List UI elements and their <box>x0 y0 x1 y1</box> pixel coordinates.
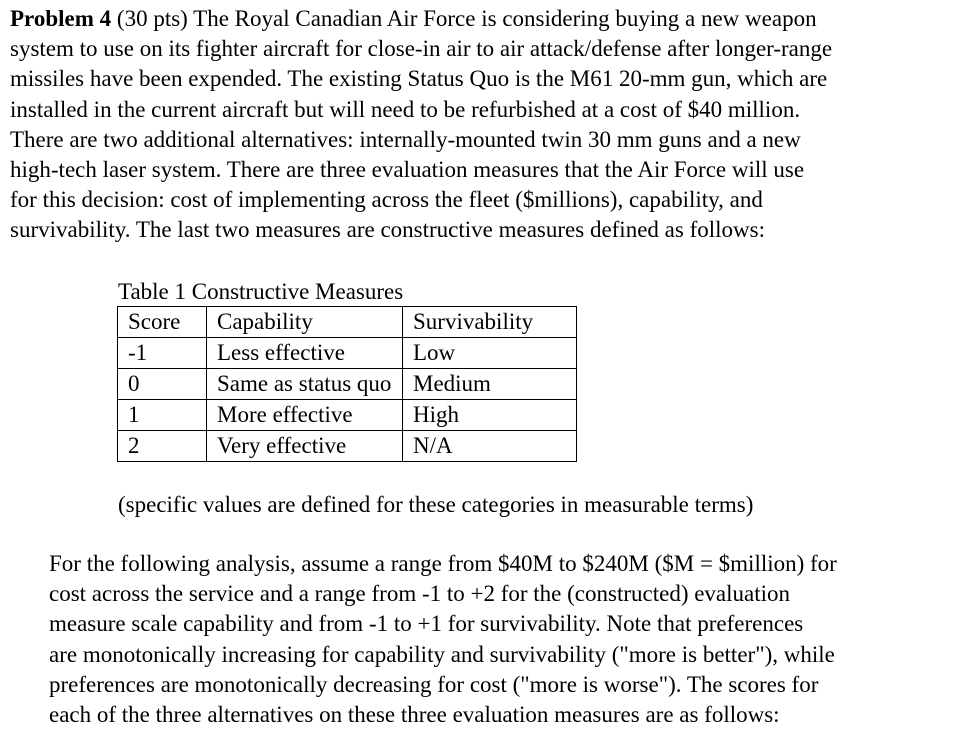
score-cell: 2 <box>118 431 207 462</box>
table-row <box>118 431 577 462</box>
capability-cell: Less effective <box>207 338 403 369</box>
header-capability: Capability <box>207 307 403 338</box>
survivability-cell: N/A <box>403 431 577 462</box>
survivability-cell: Low <box>403 338 577 369</box>
table-row <box>118 400 577 431</box>
intro-line: The Royal Canadian Air Force is considering buying a new weapon <box>187 6 817 31</box>
table-row <box>118 369 577 400</box>
problem-statement <box>10 4 945 246</box>
table-note: (specific values are defined for these categories in measurable terms) <box>118 492 754 517</box>
problem-label: Problem 4 <box>10 6 112 31</box>
table-caption: Table 1 Constructive Measures <box>118 279 404 304</box>
score-cell: -1 <box>118 338 207 369</box>
analysis-line: cost across the service and a range from -1 to +2 for the (constructed) evaluation <box>49 581 791 607</box>
capability-cell: Same as status quo <box>207 369 403 400</box>
intro-line: installed in the current aircraft but will need to be refurbished at a cost of $40 million. <box>10 96 801 122</box>
table-row <box>118 338 577 369</box>
survivability-cell: Medium <box>403 369 577 400</box>
analysis-paragraph <box>49 549 944 730</box>
analysis-line: are monotonically increasing for capability and survivability ("more is better"), while <box>49 641 835 667</box>
analysis-line: measure scale capability and from -1 to +1 for survivability. Note that preferences <box>49 611 804 637</box>
intro-line: survivability. The last two measures are constructive measures defined as follows: <box>10 217 765 243</box>
intro-line: system to use on its fighter aircraft for close-in air to air attack/defense after longer-range <box>10 36 833 62</box>
analysis-line: preferences are monotonically decreasing for cost ("more is worse"). The scores for <box>49 671 819 697</box>
score-cell: 0 <box>118 369 207 400</box>
capability-cell: Very effective <box>207 431 403 462</box>
problem-points: (30 pts) <box>116 6 188 31</box>
capability-cell: More effective <box>207 400 403 431</box>
table-header-row <box>118 307 577 338</box>
constructive-measures-table <box>117 306 577 462</box>
intro-line: high-tech laser system. There are three evaluation measures that the Air Force will use <box>10 157 805 183</box>
analysis-line: For the following analysis, assume a range from $40M to $240M ($M = $million) for <box>49 551 837 576</box>
analysis-line: each of the three alternatives on these three evaluation measures are as follows: <box>49 702 780 728</box>
intro-line: missiles have been expended. The existing Status Quo is the M61 20-mm gun, which are <box>10 66 828 92</box>
intro-line: for this decision: cost of implementing across the fleet ($millions), capability, and <box>10 187 763 213</box>
score-cell: 1 <box>118 400 207 431</box>
survivability-cell: High <box>403 400 577 431</box>
intro-line: There are two additional alternatives: internally-mounted twin 30 mm guns and a new <box>10 126 801 152</box>
problem-first-line <box>10 4 945 34</box>
header-survivability: Survivability <box>403 307 577 338</box>
header-score: Score <box>118 307 207 338</box>
